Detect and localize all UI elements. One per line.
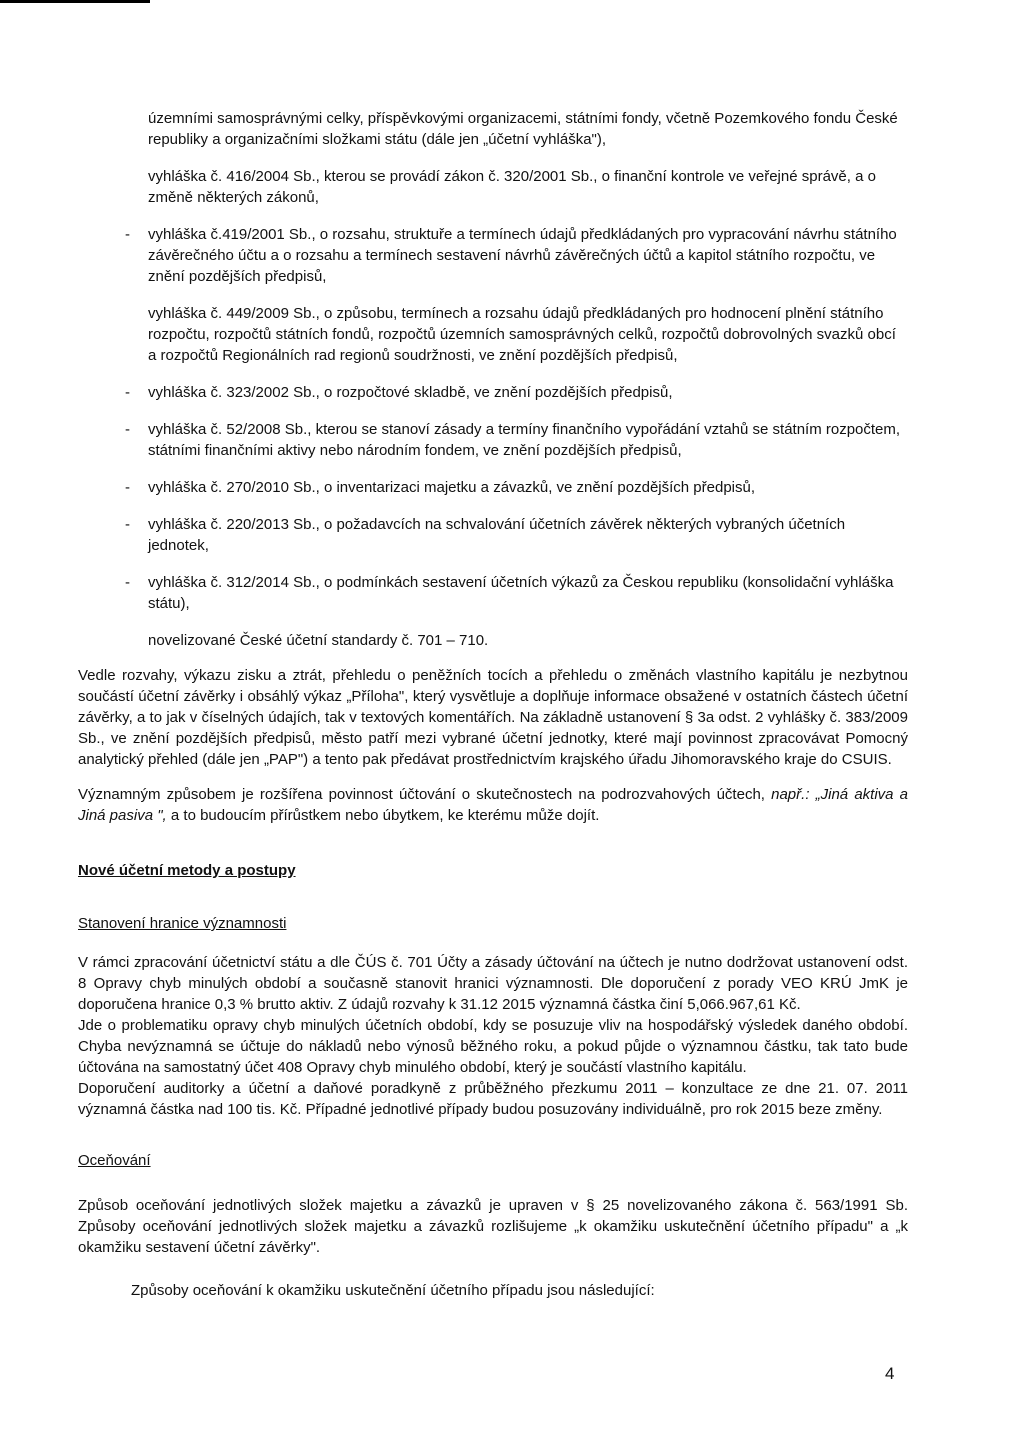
paragraph-text: Jde o problematiku opravy chyb minulých účetních období, kdy se posuzuje vliv na hospodářský výsledek daného období. Chyba nevýznamná se účtuje do nákladů nebo výnosů běžného roku, a pokud půjde o významnou částku, tak tato bude účtována na samostatný účet 408 Opravy chyb minulého období, který je součástí vlastního kapitálu.: [78, 1017, 908, 1076]
paragraph-text: Způsoby oceňování k okamžiku uskutečnění účetního případu jsou následující:: [131, 1282, 655, 1299]
paragraph: [78, 1195, 908, 1258]
paragraph-italic-text: např.: „Jiná aktiva a Jiná pasiva ",: [78, 786, 908, 824]
subsection-heading: Oceňování: [78, 1152, 151, 1169]
list-item-text: novelizované České účetní standardy č. 701 – 710.: [148, 632, 489, 649]
list-item-text: vyhláška č. 323/2002 Sb., o rozpočtové skladbě, ve znění pozdějších předpisů,: [148, 384, 673, 401]
page-number: 4: [885, 1364, 895, 1383]
list-item-text: vyhláška č. 312/2014 Sb., o podmínkách sestavení účetních výkazů za Českou republiku (konsolidační vyhláška státu),: [148, 574, 894, 612]
paragraph-text: V rámci zpracování účetnictví státu a dle ČÚS č. 701 Účty a zásady účtování na účtech je nutno dodržovat ustanovení odst. 8 Opravy chyb minulých období a současně stanovit hranici významnosti. Dle doporučení z porady VEO KRÚ JmK je doporučena hranice 0,3 % brutto aktiv. Z údajů rozvahy k 31.12 2015 významná částka činí 5,066.967,61 Kč.: [78, 954, 908, 1013]
section-heading: Nové účetní metody a postupy: [78, 862, 296, 879]
list-item: [78, 514, 908, 556]
list-item-text: vyhláška č. 416/2004 Sb., kterou se provádí zákon č. 320/2001 Sb., o finanční kontrole ve veřejné správě, a o změně některých zákonů,: [148, 168, 876, 206]
list-item-text: vyhláška č. 270/2010 Sb., o inventarizaci majetku a závazků, ve znění pozdějších předpisů,: [148, 479, 756, 496]
list-item-text: vyhláška č. 449/2009 Sb., o způsobu, termínech a rozsahu údajů předkládaných pro hodnocení plnění státního rozpočtu, rozpočtů státních fondů, rozpočtů územních samosprávných celků, rozpočtů dobrovolných svazků obcí a rozpočtů Regionálních rad regionů soudržnosti, ve znění pozdějších předpisů,: [148, 305, 896, 364]
page-content: [78, 108, 908, 1301]
list-dash: -: [125, 574, 130, 591]
list-item-text: vyhláška č.419/2001 Sb., o rozsahu, struktuře a termínech údajů předkládaných pro vypracování návrhu státního závěrečného účtu a o rozsahu a termínech sestavení návrhů závěrečných účtů a kapitol státního rozpočtu, ve znění pozdějších předpisů,: [148, 226, 897, 285]
paragraph-text: [78, 784, 908, 826]
subsection-heading: Stanovení hranice významnosti: [78, 915, 287, 932]
paragraph: [78, 665, 908, 770]
list-item: [78, 419, 908, 461]
list-item: [78, 303, 908, 366]
list-dash: -: [125, 226, 130, 243]
list-dash: -: [125, 384, 130, 401]
paragraph-text: Způsob oceňování jednotlivých složek majetku a závazků je upraven v § 25 novelizovaného zákona č. 563/1991 Sb. Způsoby oceňování jednotlivých složek majetku a závazků rozlišujeme „k okamžiku uskutečnění účetního případu" a „k okamžiku sestavení účetní závěrky".: [78, 1197, 908, 1256]
paragraph: [78, 784, 908, 826]
list-item-text: vyhláška č. 220/2013 Sb., o požadavcích na schvalování účetních závěrek některých vybraných účetních jednotek,: [148, 516, 846, 554]
paragraph: [78, 1280, 908, 1301]
list-dash: -: [125, 479, 130, 496]
list-item-text: vyhláška č. 52/2008 Sb., kterou se stanoví zásady a termíny finančního vypořádání vztahů se státním rozpočtem, státními finančními aktivy nebo národním fondem, ve znění pozdějších předpisů,: [148, 421, 901, 459]
paragraph-text-part: a to budoucím přírůstkem nebo úbytkem, ke kterému může dojít.: [170, 807, 600, 824]
paragraph-text-part: Významným způsobem je rozšířena povinnost účtování o skutečnostech na podrozvahových účtech,: [78, 786, 765, 803]
list-item: [78, 166, 908, 208]
list-item: [78, 382, 908, 403]
list-item: [78, 630, 908, 651]
list-item: [78, 572, 908, 614]
subsection-heading-wrap: [78, 1150, 908, 1171]
list-dash: -: [125, 421, 130, 438]
list-dash: -: [125, 516, 130, 533]
subsection-heading-wrap: [78, 913, 908, 934]
paragraph: [78, 952, 908, 1120]
paragraph-text: Doporučení auditorky a účetní a daňové poradkyně z průběžného přezkumu 2011 – konzultace ze dne 21. 07. 2011 významná částka nad 100 tis. Kč. Případné jednotlivé případy budou posuzovány individuálně, pro rok 2015 beze změny.: [78, 1080, 908, 1118]
list-item-text: územními samosprávnými celky, příspěvkovými organizacemi, státními fondy, včetně Pozemkového fondu České republiky a organizačními složkami státu (dále jen „účetní vyhláška"),: [148, 110, 898, 148]
list-item: [78, 224, 908, 287]
paragraph-text: Vedle rozvahy, výkazu zisku a ztrát, přehledu o peněžních tocích a přehledu o změnách vlastního kapitálu je nezbytnou součástí účetní závěrky i obsáhlý výkaz „Příloha", který vysvětluje a doplňuje informace obsažené v ostatních částech účetní závěrky, a to jak v číselných údajích, tak v textových komentářích. Na základně ustanovení § 3a odst. 2 vyhlášky č. 383/2009 Sb., ve znění pozdějších předpisů, město patří mezi vybrané účetní jednotky, které mají povinnost zpracovávat Pomocný analytický přehled (dále jen „PAP") a tento pak předávat prostřednictvím krajského úřadu Jihomoravského kraje do CSUIS.: [78, 667, 908, 768]
list-item: [78, 477, 908, 498]
section-heading-wrap: [78, 860, 908, 881]
scan-edge: [0, 0, 150, 3]
list-item: [78, 108, 908, 150]
